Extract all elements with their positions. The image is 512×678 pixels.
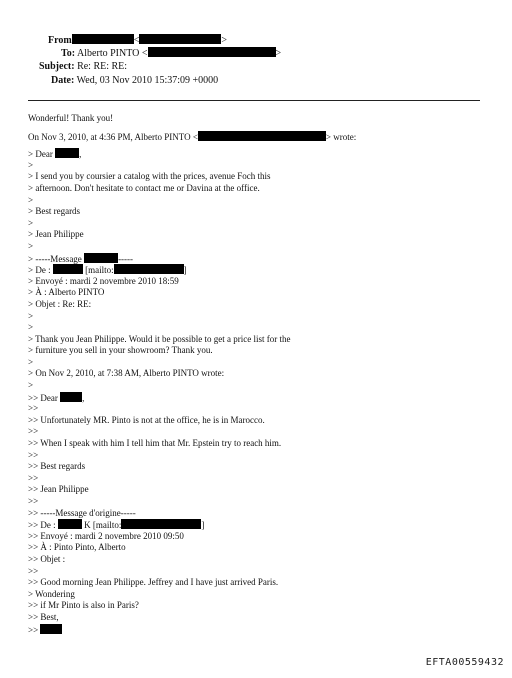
redaction-block xyxy=(114,264,184,274)
body-line: > xyxy=(28,240,34,251)
subject-label: Subject: xyxy=(39,61,75,72)
body-line: > xyxy=(28,380,34,391)
body-line: > xyxy=(28,310,34,321)
redaction-block xyxy=(40,624,62,634)
body-line: >> Dear , xyxy=(28,392,85,403)
body-line: > Best regards xyxy=(28,206,81,217)
body-line: >> When I speak with him I tell him that Mr. Epstein try to reach him. xyxy=(28,438,282,449)
body-line: >> if Mr Pinto is also in Paris? xyxy=(28,600,139,611)
date-row xyxy=(51,75,218,87)
header-divider xyxy=(28,100,480,101)
to-row xyxy=(61,47,281,60)
from-close: > xyxy=(221,35,227,46)
body-line: > Objet : Re: RE: xyxy=(28,298,92,309)
body-line: > xyxy=(28,217,34,228)
quote-intro: On Nov 3, 2010, at 4:36 PM, Alberto PINTO < > wrote: xyxy=(28,131,357,142)
body-line: > xyxy=(28,322,34,333)
subject-value: Re: RE: RE: xyxy=(77,61,128,72)
body-line: Wonderful! Thank you! xyxy=(28,113,114,123)
redaction-block xyxy=(60,392,82,402)
body-line: > xyxy=(28,159,34,170)
redaction-block xyxy=(55,148,79,158)
redaction-block xyxy=(139,34,221,44)
date-label: Date: xyxy=(51,75,75,86)
from-label: From xyxy=(48,35,72,46)
body-line: > afternoon. Don't hesitate to contact me or Davina at the office. xyxy=(28,182,260,193)
body-line: > Envoyé : mardi 2 novembre 2010 18:59 xyxy=(28,275,179,286)
body-line: >> Unfortunately MR. Pinto is not at the office, he is in Marocco. xyxy=(28,414,265,425)
body-line: > À : Alberto PINTO xyxy=(28,287,105,298)
body-line: >> Jean Philippe xyxy=(28,484,89,495)
body-line: >> xyxy=(28,472,39,483)
body-line: > Thank you Jean Philippe. Would it be possible to get a price list for the xyxy=(28,333,291,344)
body-line: > I send you by coursier a catalog with the prices, avenue Foch this xyxy=(28,171,271,182)
body-line: >> xyxy=(28,624,488,636)
to-label: To: xyxy=(61,48,76,59)
redaction-block xyxy=(148,47,276,57)
from-row xyxy=(48,34,227,47)
redaction-block xyxy=(53,264,83,274)
body-line: >> De : K [mailto: ] xyxy=(28,520,205,531)
body-line: >> xyxy=(28,565,39,576)
body-line: >> xyxy=(28,496,39,506)
body-line: > Jean Philippe xyxy=(28,229,84,240)
body-line: >> Envoyé : mardi 2 novembre 2010 09:50 xyxy=(28,530,184,541)
to-value: Alberto PINTO < xyxy=(77,48,148,59)
subject-row xyxy=(39,61,127,73)
body-line: >> Best regards xyxy=(28,461,86,472)
redaction-block xyxy=(58,519,82,529)
document-id: EFTA00559432 xyxy=(425,657,504,668)
body-line: >> -----Message d'origine----- xyxy=(28,507,136,518)
body-line: >> xyxy=(28,426,39,437)
body-line: > Wondering xyxy=(28,588,75,599)
redaction-block xyxy=(84,253,118,263)
body-line: > furniture you sell in your showroom? Thank you. xyxy=(28,345,213,356)
to-close: > xyxy=(275,48,282,59)
date-value: Wed, 03 Nov 2010 15:37:09 +0000 xyxy=(76,75,219,86)
redaction-block xyxy=(72,34,134,44)
body-line: >> Good morning Jean Philippe. Jeffrey and I have just arrived Paris. xyxy=(28,577,279,588)
body-line: > De : [mailto: ] xyxy=(28,265,187,276)
body-line: >> Best, xyxy=(28,611,59,622)
body-line: > On Nov 2, 2010, at 7:38 AM, Alberto PINTO wrote: xyxy=(28,368,225,379)
body-line: >> xyxy=(28,449,39,460)
body-line: >> xyxy=(28,403,39,414)
body-line: > -----Message ----- xyxy=(28,253,134,264)
from-open: < xyxy=(133,35,140,46)
body-line: >> À : Pinto Pinto, Alberto xyxy=(28,542,126,553)
redaction-block xyxy=(198,131,326,141)
body-line: > xyxy=(28,194,34,205)
body-line: > Dear , xyxy=(28,149,82,160)
redaction-block xyxy=(121,519,201,529)
body-line: >> Objet : xyxy=(28,553,66,564)
body-line: > xyxy=(28,356,34,367)
email-body xyxy=(28,113,488,635)
